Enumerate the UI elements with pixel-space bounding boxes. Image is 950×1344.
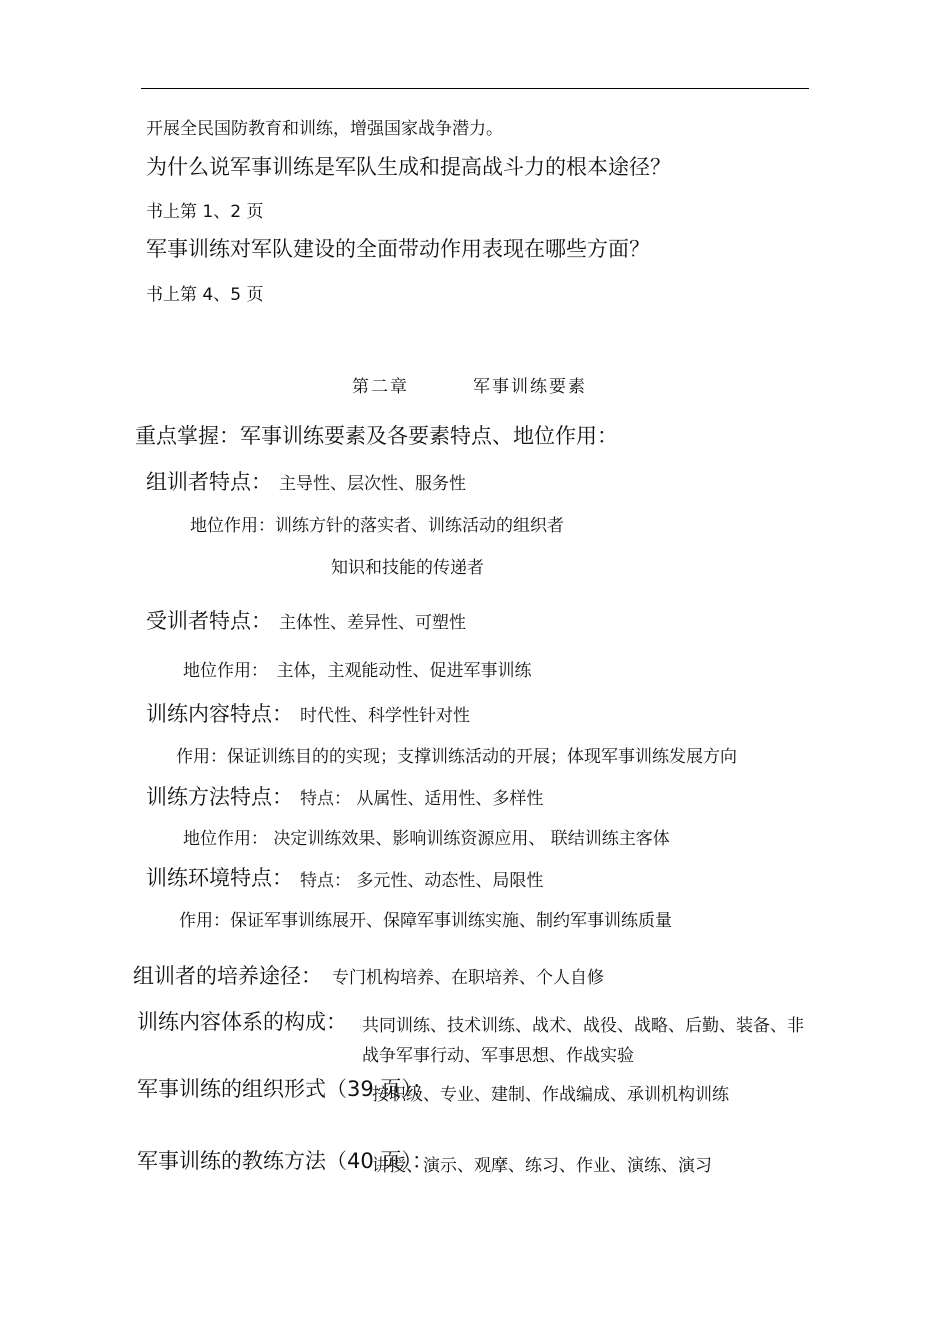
- cultivation-label: 组训者的培养途径：: [133, 964, 322, 988]
- chapter-title: 军事训练要素: [473, 377, 587, 397]
- question-1: 为什么说军事训练是军队生成和提高战斗力的根本途径？: [146, 155, 671, 179]
- system-value: 共同训练、技术训练、战术、战役、战略、后勤、装备、非战争军事行动、军事思想、作战实验: [362, 1016, 804, 1066]
- method-label: 训练方法特点：: [146, 785, 293, 809]
- method-role: 地位作用： 决定训练效果、影响训练资源应用、 联结训练主客体: [183, 829, 670, 849]
- answer-2: 书上第 4、5 页: [146, 285, 264, 305]
- org-forms-label: 军事训练的组织形式（39 页）：: [137, 1077, 433, 1101]
- organizer-traits: 主导性、层次性、服务性: [279, 474, 466, 494]
- chapter-number: 第二章: [352, 377, 409, 397]
- organizer-role-1: 地位作用：训练方针的落实者、训练活动的组织者: [190, 516, 564, 536]
- question-2: 军事训练对军队建设的全面带动作用表现在哪些方面？: [146, 237, 650, 261]
- organizer-role-2: 知识和技能的传递者: [331, 558, 484, 578]
- answer-1: 书上第 1、2 页: [146, 202, 264, 222]
- content-label: 训练内容特点：: [146, 702, 293, 726]
- method-traits: 特点： 从属性、适用性、多样性: [300, 789, 544, 809]
- teaching-label: 军事训练的教练方法（40 页）：: [137, 1149, 433, 1173]
- environment-label: 训练环境特点：: [146, 866, 293, 890]
- org-forms-value: 按职级、专业、建制、作战编成、承训机构训练: [372, 1085, 729, 1105]
- environment-role: 作用：保证军事训练展开、保障军事训练实施、制约军事训练质量: [179, 911, 672, 931]
- teaching-value: 讲授、演示、观摩、练习、作业、演练、演习: [372, 1156, 712, 1176]
- content-traits: 时代性、科学性针对性: [300, 706, 470, 726]
- key-points: 重点掌握：军事训练要素及各要素特点、地位作用：: [135, 424, 618, 448]
- trainee-role: 地位作用： 主体，主观能动性、促进军事训练: [183, 661, 532, 681]
- organizer-label: 组训者特点：: [146, 470, 272, 494]
- header-rule: [141, 88, 809, 89]
- intro-line: 开展全民国防教育和训练，增强国家战争潜力。: [146, 119, 503, 139]
- system-label: 训练内容体系的构成：: [137, 1010, 347, 1034]
- cultivation-value: 专门机构培养、在职培养、个人自修: [332, 968, 604, 988]
- content-role: 作用：保证训练目的的实现；支撑训练活动的开展；体现军事训练发展方向: [176, 747, 737, 767]
- trainee-traits: 主体性、差异性、可塑性: [279, 613, 466, 633]
- trainee-label: 受训者特点：: [146, 609, 272, 633]
- environment-traits: 特点： 多元性、动态性、局限性: [300, 871, 544, 891]
